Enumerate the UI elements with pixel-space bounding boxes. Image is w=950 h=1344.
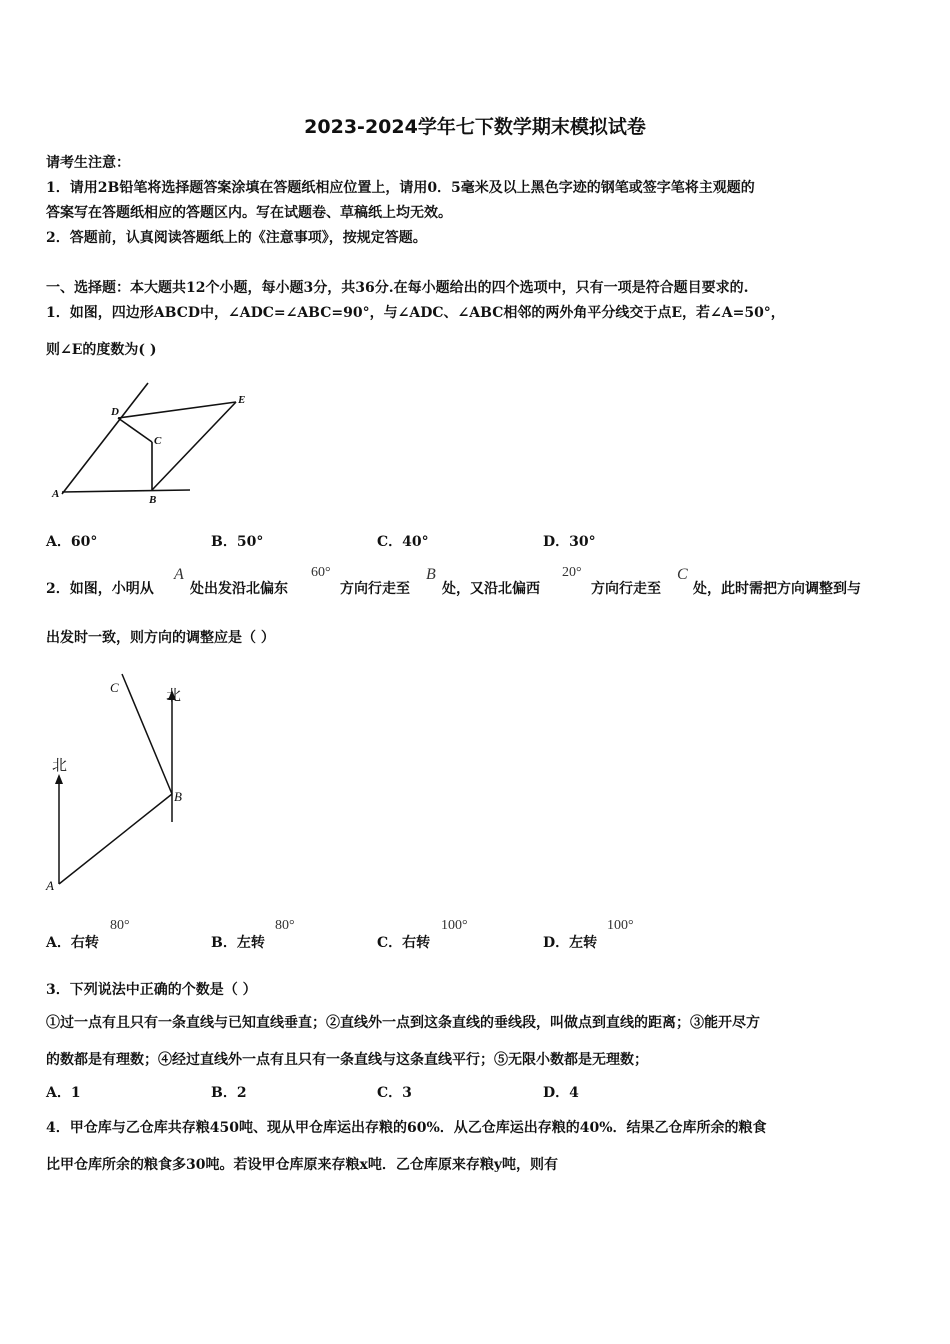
q2-stem-part-2: 处出发沿北偏东 — [190, 581, 288, 597]
q2-option-a-value: 80° — [110, 918, 130, 933]
q3-statements-line-2: 的数都是有理数；④经过直线外一点有且只有一条直线与这条直线平行；⑤无限小数都是无理数； — [46, 1052, 648, 1068]
q2-stem-part-6: 处，此时需把方向调整到与 — [693, 581, 861, 597]
q3-option-d[interactable]: D．4 — [543, 1085, 579, 1101]
q2-var-b: B — [426, 566, 436, 583]
notice-line-1a: 1．请用2B铅笔将选择题答案涂填在答题纸相应位置上，请用0．5毫米及以上黑色字迹的钢笔或签字笔将主观题的 — [46, 180, 755, 196]
q1-line-ad — [62, 383, 148, 494]
q2-degree-20: 20° — [562, 565, 582, 580]
q1-option-d[interactable]: D．30° — [543, 534, 596, 550]
q1-line-be — [152, 402, 236, 490]
q1-label-a: A — [52, 488, 60, 500]
q1-label-d: D — [111, 406, 119, 418]
q3-option-a[interactable]: A．1 — [46, 1085, 81, 1101]
notice-line-1b: 答案写在答题纸相应的答题区内。写在试题卷、草稿纸上均无效。 — [46, 205, 452, 221]
q2-option-c-value: 100° — [441, 918, 468, 933]
q2-north-arrowhead-a — [55, 774, 63, 784]
q3-statements-line-1: ①过一点有且只有一条直线与已知直线垂直；②直线外一点到这条直线的垂线段，叫做点到直线的距离；③能开尽方 — [46, 1015, 760, 1031]
q2-stem-line-2: 出发时一致，则方向的调整应是（ ） — [46, 630, 275, 646]
q1-figure — [50, 376, 260, 511]
q2-option-b-value: 80° — [275, 918, 295, 933]
q1-label-c: C — [154, 435, 162, 447]
q1-option-a[interactable]: A．60° — [46, 534, 98, 550]
q2-option-d-value: 100° — [607, 918, 634, 933]
q2-stem-part-3: 方向行走至 — [340, 581, 410, 597]
q2-option-b[interactable]: B．左转 — [211, 935, 265, 951]
q1-option-b[interactable]: B．50° — [211, 534, 264, 550]
notice-line-2: 2．答题前，认真阅读答题纸上的《注意事项》，按规定答题。 — [46, 230, 427, 246]
q2-stem-part-1: 2．如图，小明从 — [46, 581, 154, 597]
page-title: 2023-2024学年七下数学期末模拟试卷 — [304, 116, 646, 138]
q2-option-d[interactable]: D．左转 — [543, 935, 598, 951]
q2-north-label-1: 北 — [52, 756, 68, 774]
q2-label-b: B — [174, 789, 182, 804]
q3-stem: 3．下列说法中正确的个数是（ ） — [46, 982, 257, 998]
q1-label-b: B — [149, 494, 157, 506]
q2-line-ab — [59, 794, 172, 884]
q2-stem-part-5: 方向行走至 — [591, 581, 661, 597]
q2-option-c[interactable]: C．右转 — [377, 935, 431, 951]
q2-figure — [40, 670, 200, 895]
notice-heading: 请考生注意： — [46, 155, 130, 171]
q1-line-dc — [118, 418, 152, 442]
q2-north-label-2: 北 — [166, 686, 182, 704]
q4-stem-line-2: 比甲仓库所余的粮食多30吨。若设甲仓库原来存粮x吨．乙仓库原来存粮y吨，则有 — [46, 1157, 558, 1173]
q2-stem-part-4: 处，又沿北偏西 — [442, 581, 540, 597]
q3-option-c[interactable]: C．3 — [377, 1085, 412, 1101]
section-heading: 一、选择题：本大题共12个小题，每小题3分，共36分.在每小题给出的四个选项中，只有一项是符合题目要求的. — [46, 280, 749, 296]
q2-degree-60: 60° — [311, 565, 331, 580]
q2-label-c: C — [110, 680, 119, 695]
q2-var-c: C — [677, 566, 688, 583]
q1-stem-line-2: 则∠E的度数为( ) — [46, 342, 157, 358]
q4-stem-line-1: 4．甲仓库与乙仓库共存粮450吨、现从甲仓库运出存粮的60%．从乙仓库运出存粮的40%．结果乙仓库所余的粮食 — [46, 1120, 767, 1136]
q1-label-e: E — [238, 394, 246, 406]
q2-label-a: A — [46, 878, 54, 893]
q1-line-de — [118, 402, 236, 418]
q1-line-ab — [62, 490, 190, 492]
q1-option-c[interactable]: C．40° — [377, 534, 429, 550]
q2-option-a[interactable]: A．右转 — [46, 935, 99, 951]
q1-stem-line-1: 1．如图，四边形ABCD中，∠ADC=∠ABC=90°，与∠ADC、∠ABC相邻的两外角平分线交于点E，若∠A=50°， — [46, 305, 785, 321]
q3-option-b[interactable]: B．2 — [211, 1085, 247, 1101]
q2-var-a: A — [174, 566, 184, 583]
q2-line-bc — [122, 674, 172, 794]
